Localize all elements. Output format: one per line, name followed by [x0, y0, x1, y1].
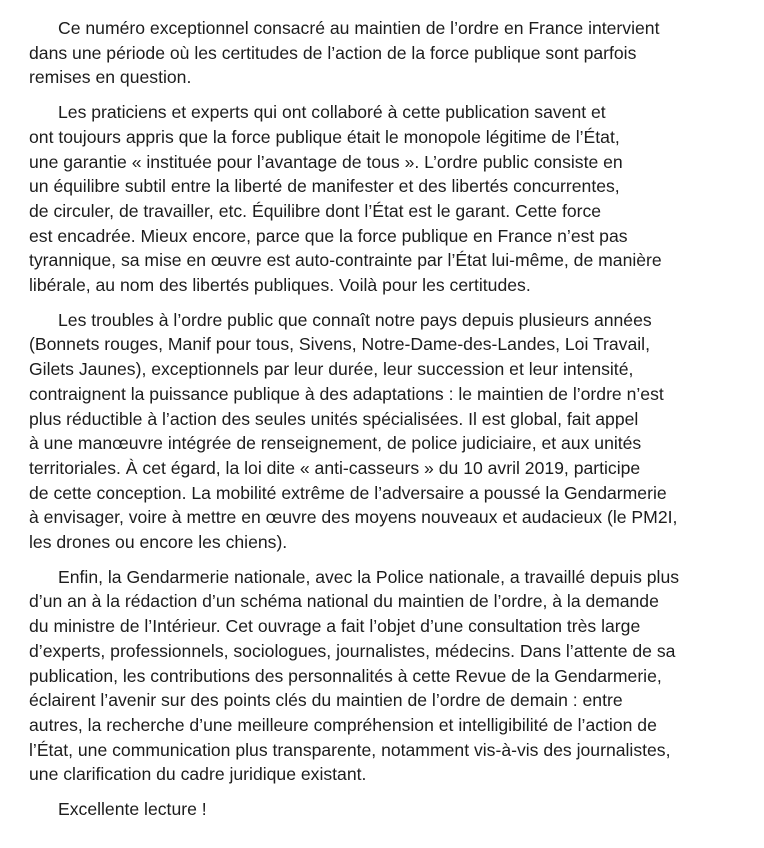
text-line: une clarification du cadre juridique existant. [29, 764, 367, 785]
text-line: Les praticiens et experts qui ont collaboré à cette publication savent et [58, 102, 606, 123]
paragraph-intro [29, 16, 757, 90]
paragraph-certitudes [29, 100, 757, 298]
text-line: un équilibre subtil entre la liberté de manifester et des libertés concurrentes, [29, 176, 620, 197]
text-line: de circuler, de travailler, etc. Équilibre dont l’État est le garant. Cette force [29, 200, 602, 221]
closing-line: Excellente lecture ! [58, 799, 207, 820]
text-line: territoriales. À cet égard, la loi dite « anti-casseurs » du 10 avril 2019, participe [29, 457, 641, 478]
text-line: est encadrée. Mieux encore, parce que la force publique en France n’est pas [29, 225, 628, 246]
text-line: de cette conception. La mobilité extrême de l’adversaire a poussé la Gendarmerie [29, 482, 667, 503]
text-line: dans une période où les certitudes de l’action de la force publique sont parfois [29, 42, 637, 63]
paragraph-schema [29, 565, 757, 787]
text-line: éclairent l’avenir sur des points clés du maintien de l’ordre de demain : entre [29, 690, 623, 711]
text-line: Gilets Jaunes), exceptionnels par leur durée, leur succession et leur intensité, [29, 359, 634, 380]
text-line: publication, les contributions des personnalités à cette Revue de la Gendarmerie, [29, 665, 662, 686]
paragraph-troubles [29, 308, 757, 555]
text-line: tyrannique, sa mise en œuvre est auto-contrainte par l’État lui-même, de manière [29, 250, 662, 271]
text-line: les drones ou encore les chiens). [29, 532, 288, 553]
text-line: (Bonnets rouges, Manif pour tous, Sivens, Notre-Dame-des-Landes, Loi Travail, [29, 334, 650, 355]
text-line: à envisager, voire à mettre en œuvre des moyens nouveaux et audacieux (le PM2I, [29, 507, 678, 528]
text-line: Enfin, la Gendarmerie nationale, avec la Police nationale, a travaillé depuis plus [58, 566, 680, 587]
text-line: libérale, au nom des libertés publiques. Voilà pour les certitudes. [29, 275, 531, 296]
text-line: à une manœuvre intégrée de renseignement, de police judiciaire, et aux unités [29, 433, 642, 454]
text-line: autres, la recherche d’une meilleure compréhension et intelligibilité de l’action de [29, 714, 657, 735]
text-line: du ministre de l’Intérieur. Cet ouvrage a fait l’objet d’une consultation très large [29, 616, 641, 637]
text-line: contraignent la puissance publique à des adaptations : le maintien de l’ordre n’est [29, 383, 664, 404]
text-line: d’experts, professionnels, sociologues, journalistes, médecins. Dans l’attente de sa [29, 640, 676, 661]
text-line: remises en question. [29, 67, 192, 88]
text-line: ont toujours appris que la force publique était le monopole légitime de l’État, [29, 126, 620, 147]
text-line: plus réductible à l’action des seules unités spécialisées. Il est global, fait appel [29, 408, 639, 429]
text-line: d’un an à la rédaction d’un schéma national du maintien de l’ordre, à la demande [29, 591, 659, 612]
text-line: une garantie « instituée pour l’avantage de tous ». L’ordre public consiste en [29, 151, 623, 172]
text-line: l’État, une communication plus transparente, notamment vis-à-vis des journalistes, [29, 739, 671, 760]
document-body [29, 16, 757, 832]
text-line: Ce numéro exceptionnel consacré au maintien de l’ordre en France intervient [58, 18, 660, 38]
paragraph-closing [29, 797, 757, 822]
text-line: Les troubles à l’ordre public que connaît notre pays depuis plusieurs années [58, 309, 652, 330]
